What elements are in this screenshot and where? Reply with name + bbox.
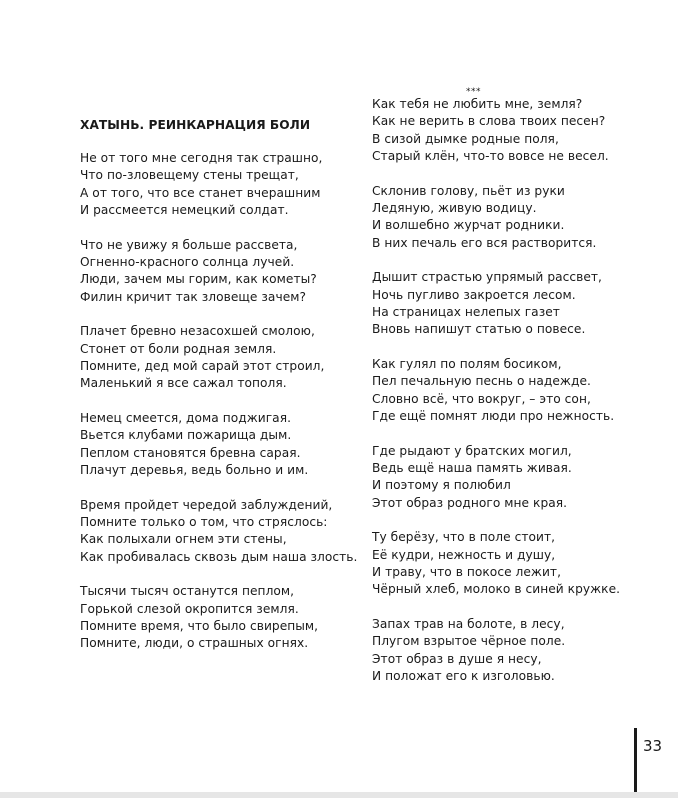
poem-line: Как не верить в слова твоих песен? [372,114,606,129]
poem-line: Помните, люди, о страшных огнях. [80,636,309,651]
poem-line: Что не увижу я больше рассвета, [80,237,298,252]
page-number: 33 [643,737,663,755]
poem-line: Словно всё, что вокруг, – это сон, [372,391,591,406]
poem-line: Филин кричит так зловеще зачем? [80,289,307,304]
poem-line: Маленький я все сажал тополя. [80,376,287,391]
poem-line: Что по-зловещему стены трещат, [80,168,299,183]
poem-line: Как тебя не любить мне, земля? [372,97,583,111]
stanza [372,443,672,512]
poem-separator: *** [466,87,481,97]
poem-line: Помните только о том, что стряслось: [80,515,328,530]
stanza [372,529,672,598]
poem-line: Старый клён, что-то вовсе не весел. [372,148,609,163]
left-poem [80,116,360,670]
poem-line: Огненно-красного солнца лучей. [80,254,295,269]
poem-line: Плугом взрытое чёрное поле. [372,634,566,649]
right-poem [372,96,672,703]
poem-line: Пел печальную песнь о надежде. [372,374,591,389]
poem-line: И волшебно журчат родники. [372,218,565,233]
stanza [372,269,672,338]
poem-line: В них печаль его вся растворится. [372,235,597,250]
poem-line: Люди, зачем мы горим, как кометы? [80,272,317,287]
poem-title: ХАТЫНЬ. РЕИНКАРНАЦИЯ БОЛИ [80,118,311,132]
poem-line: Вьется клубами пожарища дым. [80,428,292,443]
poem-line: И рассмеется немецкий солдат. [80,202,289,217]
poem-line: Ночь пугливо закроется лесом. [372,287,576,302]
poem-line: Ведь ещё наша память живая. [372,461,572,476]
poem-line: Немец смеется, дома поджигая. [80,411,291,426]
poem-line: Не от того мне сегодня так страшно, [80,151,323,165]
page-number-rule [634,728,637,792]
poem-line: Плачет бревно незасохшей смолою, [80,324,315,339]
poem-line: И положат его к изголовью. [372,669,555,684]
poem-line: Вновь напишут статью о повесе. [372,322,586,337]
poem-line: Тысячи тысяч останутся пеплом, [80,584,295,599]
stanza [372,616,672,685]
poem-line: Её кудри, нежность и душу, [372,547,556,562]
stanza [80,497,360,566]
poem-line: Пеплом становятся бревна сарая. [80,445,301,460]
stanza [372,183,672,252]
poem-line: Дышит страстью упрямый рассвет, [372,270,602,285]
poem-line: Помните время, что было свирепым, [80,619,319,634]
page-bottom-edge [0,792,678,798]
poem-line: Запах трав на болоте, в лесу, [372,617,565,632]
stanza [80,323,360,392]
poem-line: В сизой дымке родные поля, [372,131,559,146]
poem-line: Ту берёзу, что в поле стоит, [372,530,556,545]
poem-line: Склонив голову, пьёт из руки [372,183,565,198]
poem-line: Где ещё помнят люди про нежность. [372,408,615,423]
poem-line: Как полыхали огнем эти стены, [80,532,287,547]
right-poem-stanzas [372,96,672,685]
poem-line: И траву, что в покосе лежит, [372,565,562,580]
stanza [80,583,360,652]
poem-line: Этот образ родного мне края. [372,495,568,510]
stanza [372,96,672,165]
poem-line: Плачут деревья, ведь больно и им. [80,462,309,477]
poem-line: Ледяную, живую водицу. [372,200,537,215]
stanza [80,237,360,306]
poem-line: Горькой слезой окропится земля. [80,601,299,616]
poem-line: Как пробивалась сквозь дым наша злость. [80,549,358,564]
poem-line: И поэтому я полюбил [372,478,511,493]
poem-line: На страницах нелепых газет [372,304,560,319]
poem-line: Где рыдают у братских могил, [372,443,572,458]
poem-line: Время пройдет чередой заблуждений, [80,497,333,512]
poem-line: Этот образ в душе я несу, [372,651,542,666]
poem-line: Как гулял по полям босиком, [372,357,562,372]
left-poem-stanzas [80,150,360,653]
stanza [80,410,360,479]
stanza [372,356,672,425]
stanza [80,150,360,219]
poem-line: Стонет от боли родная земля. [80,341,277,356]
poem-line: А от того, что все станет вчерашним [80,185,321,200]
poem-line: Помните, дед мой сарай этот строил, [80,358,325,373]
poem-line: Чёрный хлеб, молоко в синей кружке. [372,582,621,597]
